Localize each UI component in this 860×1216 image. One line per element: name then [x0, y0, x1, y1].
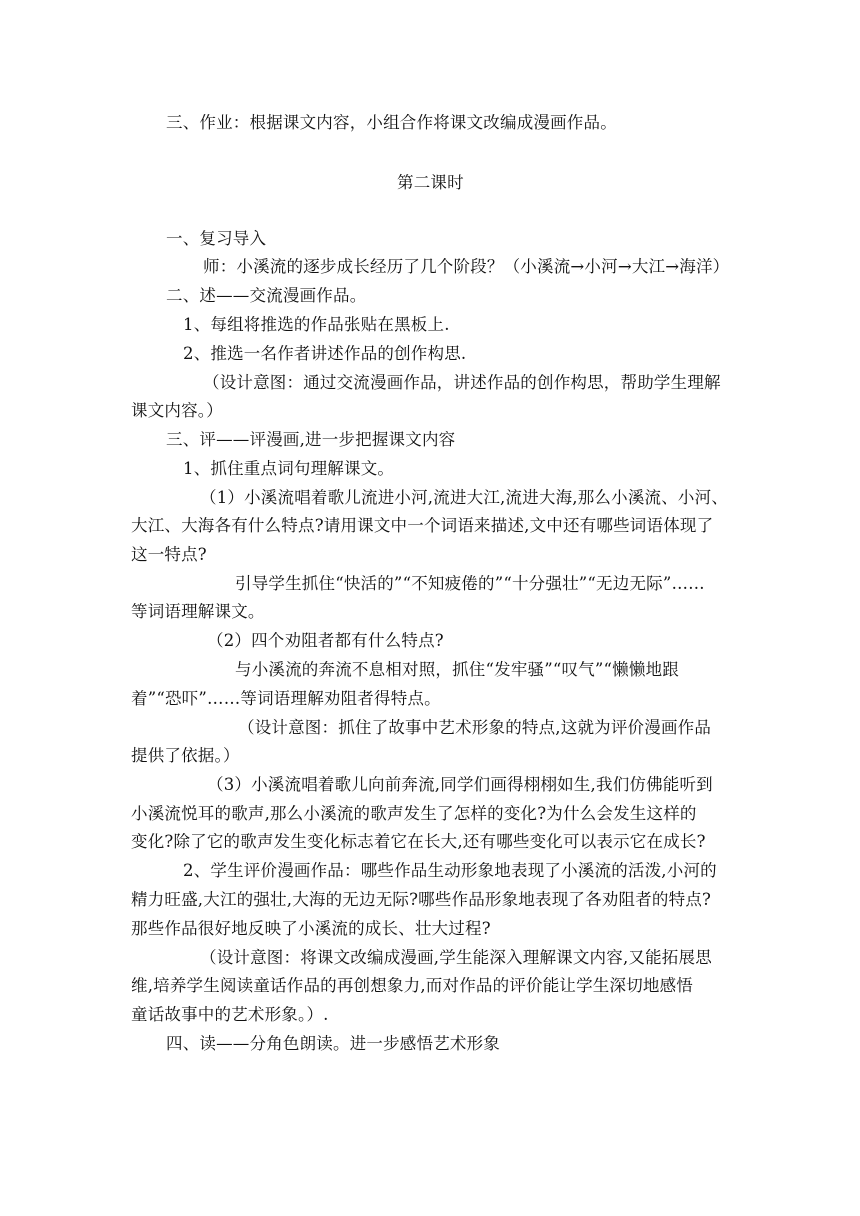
guide-2-line-2: 着”“恐吓”……等词语理解劝阻者得特点。 — [131, 689, 441, 708]
section-3-item-2-line-3: 那些作品很好地反映了小溪流的成长、壮大过程? — [131, 919, 491, 938]
question-2: （2）四个劝阻者都有什么特点? — [207, 631, 444, 650]
question-1-line-2: 大江、大海各有什么特点?请用课文中一个词语来描述,文中还有哪些词语体现了 — [131, 516, 714, 535]
question-1-line-1: （1）小溪流唱着歌儿流进小河,流进大江,流进大海,那么小溪流、小河、 — [200, 488, 729, 507]
section-3-item-2-line-2: 精力旺盛,大江的强壮,大海的无边无际?哪些作品形象地表现了各劝阻者的特点? — [131, 890, 712, 909]
design-2-line-1: （设计意图：抓住了故事中艺术形象的特点,这就为评价漫画作品 — [238, 718, 712, 737]
design-3-line-2: 维,培养学生阅读童话作品的再创想象力,而对作品的评价能让学生深切地感悟 — [131, 976, 693, 995]
section-4-heading: 四、读——分角色朗读。进一步感悟艺术形象 — [166, 1034, 500, 1053]
section-3-item-2-line-1: 2、学生评价漫画作品：哪些作品生动形象地表现了小溪流的活泼,小河的 — [183, 861, 717, 880]
section-3-heading: 三、评——评漫画,进一步把握课文内容 — [166, 430, 456, 449]
question-3-line-2: 小溪流悦耳的歌声,那么小溪流的歌声发生了怎样的变化?为什么会发生这样的 — [131, 804, 697, 823]
section-1-question: 师：小溪流的逐步成长经历了几个阶段？（小溪流→小河→大江→海洋） — [203, 257, 730, 276]
guide-2-line-1: 与小溪流的奔流不息相对照，抓住“发牢骚”“叹气”“懒懒地跟 — [235, 660, 679, 679]
design-3-line-1: （设计意图：将课文改编成漫画,学生能深入理解课文内容,又能拓展思 — [200, 948, 712, 967]
question-3-line-1: （3）小溪流唱着歌儿向前奔流,同学们画得栩栩如生,我们仿佛能听到 — [207, 775, 713, 794]
lesson-title: 第二课时 — [397, 173, 464, 192]
design-3-line-3: 童话故事中的艺术形象。）. — [131, 1005, 329, 1024]
section-1-heading: 一、复习导入 — [166, 229, 267, 248]
section-3-item-1: 1、抓住重点词句理解课文。 — [183, 459, 395, 478]
question-1-line-3: 这一特点? — [131, 545, 207, 564]
section-2-design-line-1: （设计意图：通过交流漫画作品，讲述作品的创作构思，帮助学生理解 — [203, 373, 721, 392]
section-2-item-2: 2、推选一名作者讲述作品的创作构思. — [183, 344, 467, 363]
design-2-line-2: 提供了依据。） — [131, 746, 240, 765]
homework-line: 三、作业：根据课文内容，小组合作将课文改编成漫画作品。 — [166, 113, 617, 132]
question-3-line-3: 变化?除了它的歌声发生变化标志着它在长大,还有哪些变化可以表示它在成长? — [131, 832, 706, 851]
guide-1-line-2: 等词语理解课文。 — [131, 602, 265, 621]
guide-1-line-1: 引导学生抓住“快活的”“不知疲倦的”“十分强壮”“无边无际”…… — [235, 574, 705, 593]
section-2-item-1: 1、每组将推选的作品张贴在黑板上. — [183, 315, 450, 334]
section-2-design-line-2: 课文内容。） — [131, 401, 223, 420]
section-2-heading: 二、述——交流漫画作品。 — [166, 286, 367, 305]
